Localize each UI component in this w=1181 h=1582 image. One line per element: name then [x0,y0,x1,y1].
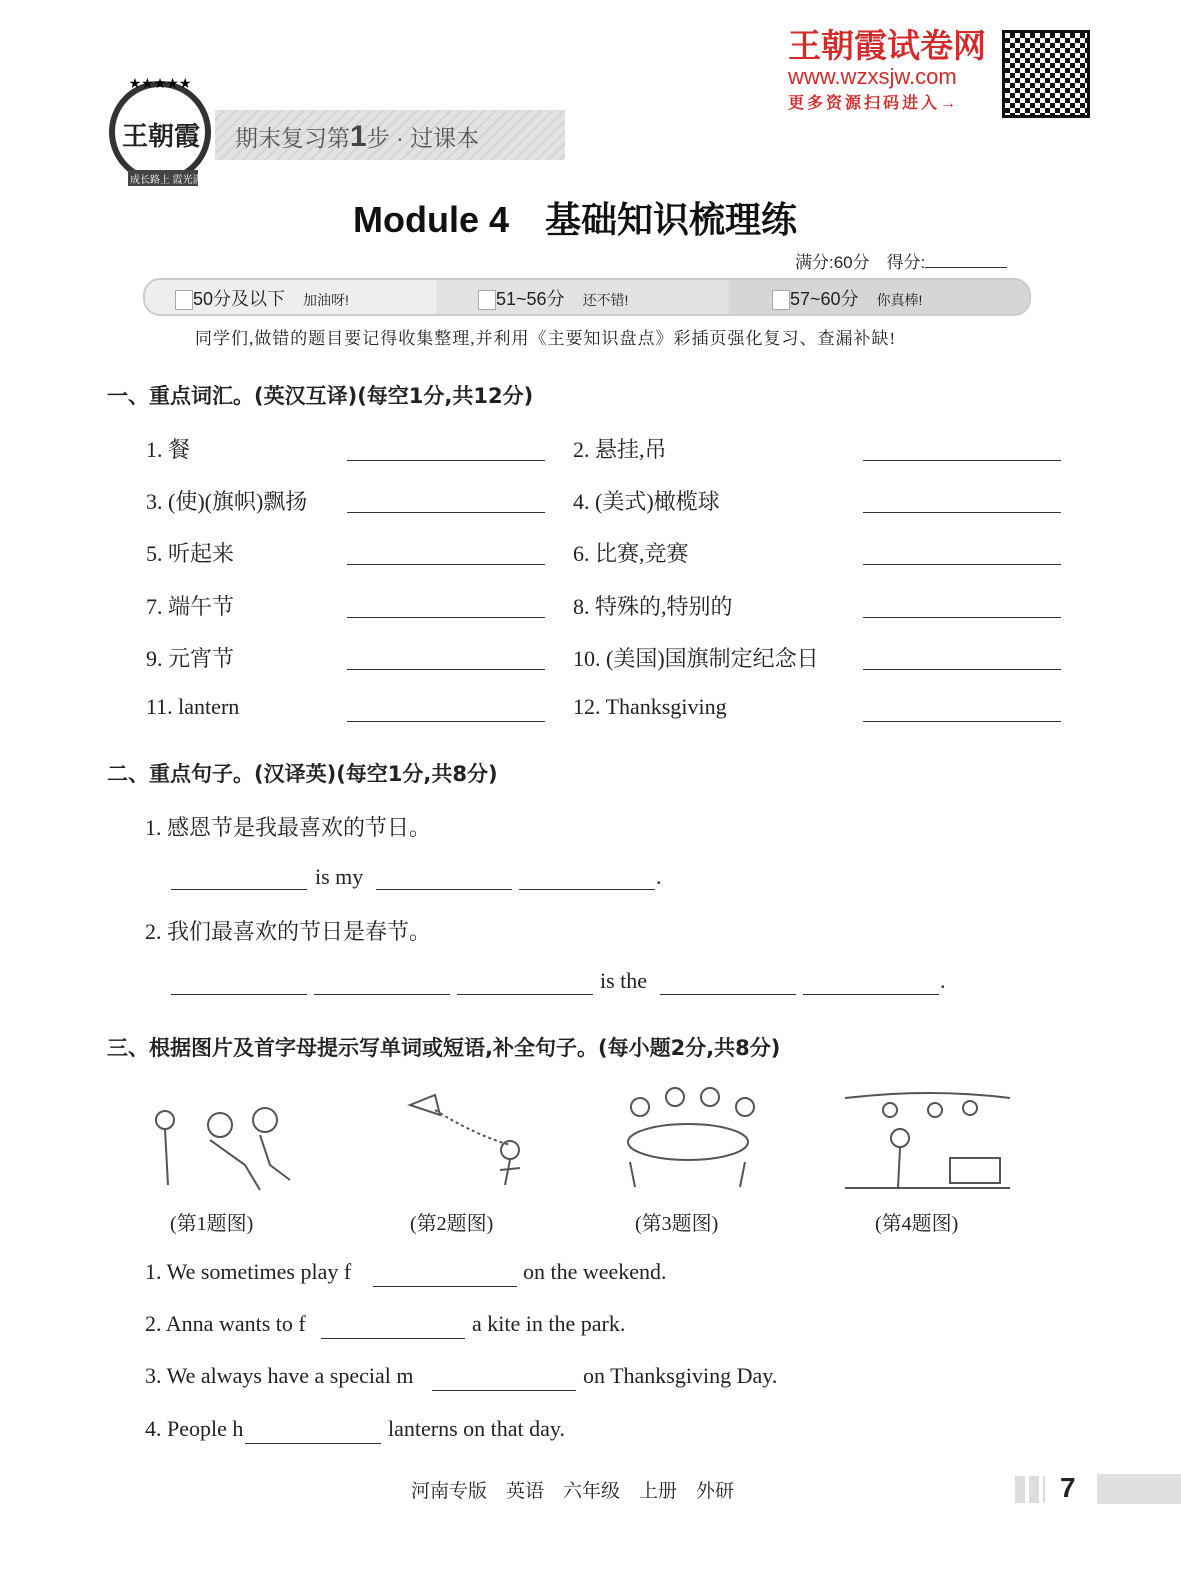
sentence-q1: 1. 感恩节是我最喜欢的节日。 [145,815,432,840]
checkbox-range-3[interactable] [772,290,790,310]
answer-blank[interactable] [347,564,545,565]
sentence-prompt: 2. Anna wants to f [145,1311,306,1337]
answer-blank[interactable] [660,994,796,995]
notice-text: 同学们,做错的题目要记得收集整理,并利用《主要知识盘点》彩插页强化复习、查漏补缺! [195,329,897,348]
brand-block: 王朝霞试卷网 www.wzxsjw.com 更多资源扫码进入→ [788,27,986,112]
vocab-item: 5. 听起来 [146,541,235,567]
vocab-item: 1. 餐 [146,437,191,462]
vocab-item: 10. (美国)国旗制定纪念日 [573,645,819,671]
football-players-illustration [150,1105,300,1195]
vocab-item: 11. lantern [146,694,240,719]
picture-caption: (第4题图) [875,1213,959,1235]
vocab-item: 7. 端午节 [146,593,235,619]
answer-blank[interactable] [519,889,655,890]
brand-url-link[interactable]: www.wzxsjw.com [788,64,957,89]
picture-caption: (第2题图) [410,1213,494,1235]
step-banner: 期末复习第1步 · 过课本 [215,110,565,160]
checkbox-range-1[interactable] [175,290,193,310]
answer-blank[interactable] [457,994,593,995]
qr-code-icon[interactable] [1002,30,1090,118]
page-number: 7 [1060,1472,1076,1503]
answer-blank[interactable] [171,889,307,890]
answer-blank[interactable] [863,564,1061,565]
picture-caption: (第3题图) [635,1213,719,1235]
section2-heading: 二、重点句子。(汉译英)(每空1分,共8分) [107,762,498,786]
answer-blank[interactable] [863,460,1061,461]
footer-text: 河南专版 英语 六年级 上册 外研 [411,1481,735,1502]
lantern-festival-illustration [840,1088,1015,1198]
answer-blank[interactable] [347,669,545,670]
family-dinner-illustration [610,1082,765,1192]
vocab-item: 12. Thanksgiving [573,694,727,719]
vocab-item: 8. 特殊的,特别的 [573,593,733,619]
svg-text:★★★★★: ★★★★★ [128,77,192,92]
answer-blank[interactable] [347,617,545,618]
answer-blank[interactable] [863,617,1061,618]
section3-heading: 三、根据图片及首字母提示写单词或短语,补全句子。(每小题2分,共8分) [107,1036,781,1060]
sentence-prompt: 3. We always have a special m [145,1363,414,1389]
answer-blank[interactable] [347,721,545,722]
worksheet-page: ★★★★★ 王朝霞 成长路上 霞光满天 期末复习第1步 · 过课本 王朝霞试卷网 www.wzxsjw.com 更多资源扫码进入→ Module 4 基础知识梳理练 满分:60分 得分: 50分及以下 加油呀! 51~56分 还不错! 57~60分 你真棒! 同学们,做错的题目要记得收集整理,并利用《主要知识盘点》彩插页强化复习、查漏补缺! 一、重点词汇。(英汉互译)(每空1分,共12分) 1. 餐 2. 悬挂,吊 3. (使)(旗帜)飘扬 4. (美式)橄榄球 5. 听起来 6. 比赛,竞赛 7. 端午节 8. 特殊的,特别的 9. 元宵节 10. (美国)国旗制定纪念日 11. lantern 12. Thanksgiving 二、重点句子。(汉译英)(每空1分,共8分) 1. 感恩节是我最喜欢的节日。 is my . 2. 我们最喜欢的节日是春节。 is the . 三、根据图片及首字母提示写单词或短语,补全句子。(每小题2分,共8分) (第1题图) (第2题图) (第3题图) (第4题图) 1. We sometimes play f on the weekend. 2. Anna wants to f a kite in the park. 3. We always have a special m on Thanksgiving Day. 4. People h lanterns on that day. 河南专版 英语 六年级 上册 外研 7 [0,0,1181,1582]
footer-decoration [1015,1476,1045,1503]
answer-blank[interactable] [347,512,545,513]
answer-blank[interactable] [171,994,307,995]
vocab-item: 4. (美式)橄榄球 [573,489,720,515]
sentence-prompt: 4. People h [145,1415,244,1441]
page-title: Module 4 基础知识梳理练 [353,199,798,240]
answer-blank[interactable] [376,889,512,890]
answer-blank[interactable] [863,721,1061,722]
answer-blank[interactable] [863,512,1061,513]
answer-blank[interactable] [314,994,450,995]
answer-blank[interactable] [863,669,1061,670]
answer-blank[interactable] [245,1443,381,1444]
answer-blank[interactable] [432,1390,576,1391]
sentence-ending: lanterns on that day. [388,1415,565,1441]
vocab-item: 6. 比赛,竞赛 [573,541,689,567]
answer-blank[interactable] [373,1286,517,1287]
answer-blank[interactable] [347,460,545,461]
section1-heading: 一、重点词汇。(英汉互译)(每空1分,共12分) [107,384,534,408]
score-blank[interactable] [925,267,1007,268]
picture-caption: (第1题图) [170,1213,254,1235]
brand-logo: ★★★★★ 王朝霞 成长路上 霞光满天 [108,70,213,190]
score-range-bar: 50分及以下 加油呀! 51~56分 还不错! 57~60分 你真棒! [143,278,1031,316]
vocab-item: 3. (使)(旗帜)飘扬 [146,489,308,515]
sentence-q2: 2. 我们最喜欢的节日是春节。 [145,919,432,944]
sentence-ending: a kite in the park. [472,1311,626,1337]
kite-girl-illustration [405,1090,525,1200]
sentence-ending: on the weekend. [523,1259,667,1284]
sentence-prompt: 1. We sometimes play f [145,1259,352,1284]
sentence-ending: on Thanksgiving Day. [583,1363,778,1389]
vocab-item: 2. 悬挂,吊 [573,437,667,462]
vocab-item: 9. 元宵节 [146,645,235,671]
checkbox-range-2[interactable] [478,290,496,310]
answer-blank[interactable] [803,994,939,995]
score-line: 满分:60分 得分: [795,248,1007,273]
answer-blank[interactable] [321,1338,465,1339]
footer-bar [1097,1474,1181,1504]
